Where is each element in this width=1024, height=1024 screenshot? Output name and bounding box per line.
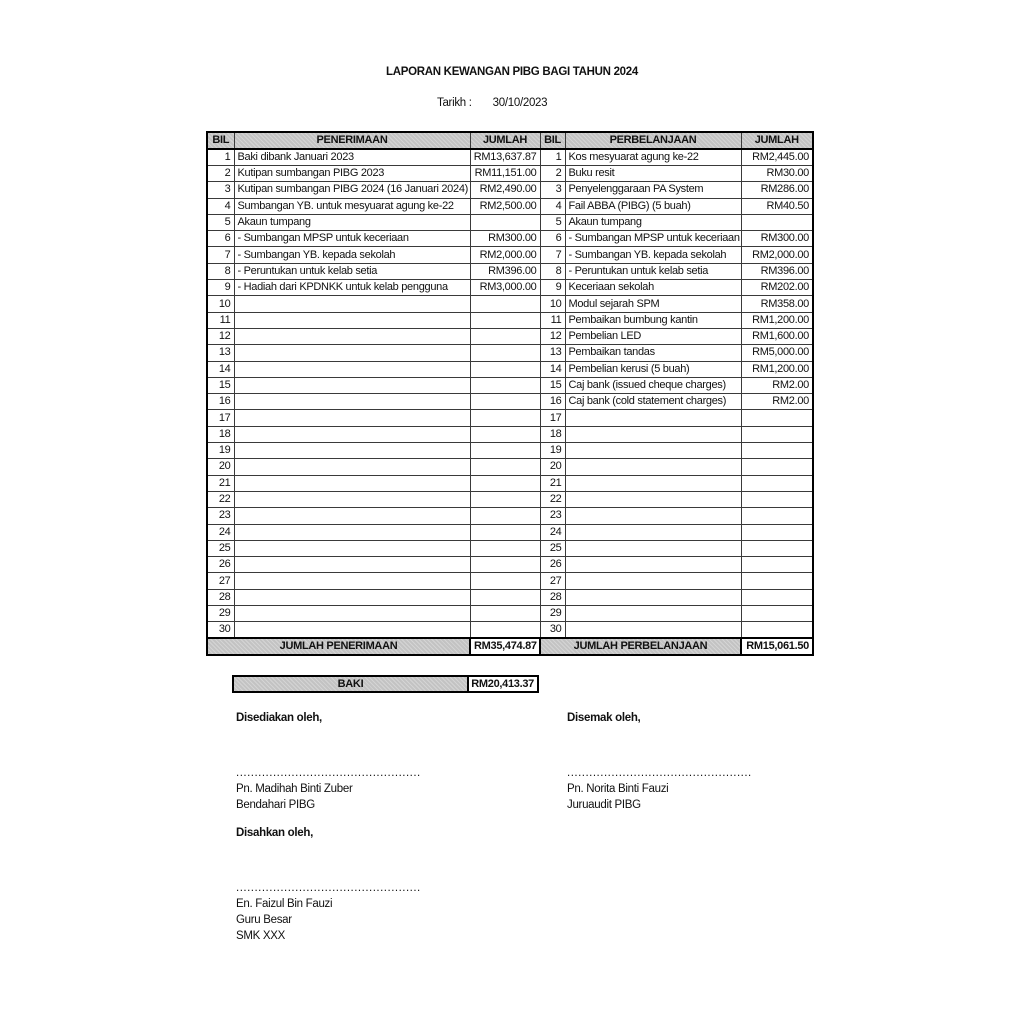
jumlah-left-cell: RM13,637.87 <box>470 149 540 166</box>
penerimaan-cell <box>234 573 470 589</box>
checked-heading: Disemak oleh, <box>567 712 641 724</box>
perbelanjaan-cell: - Sumbangan YB. kepada sekolah <box>565 247 741 263</box>
penerimaan-cell <box>234 540 470 556</box>
bil-left-cell: 3 <box>207 182 234 198</box>
bil-left-cell: 7 <box>207 247 234 263</box>
jumlah-left-cell <box>470 589 540 605</box>
header-perbelanjaan: PERBELANJAAN <box>565 132 741 149</box>
jumlah-left-cell <box>470 296 540 312</box>
jumlah-left-cell <box>470 475 540 491</box>
table-row <box>207 524 813 540</box>
jumlah-right-cell <box>741 589 813 605</box>
signature-prepared <box>236 710 506 813</box>
baki-row <box>232 675 539 693</box>
perbelanjaan-cell: - Peruntukan untuk kelab setia <box>565 263 741 279</box>
perbelanjaan-cell: Akaun tumpang <box>565 214 741 230</box>
bil-left-cell: 4 <box>207 198 234 214</box>
perbelanjaan-cell: Fail ABBA (PIBG) (5 buah) <box>565 198 741 214</box>
table-row <box>207 606 813 622</box>
jumlah-left-cell: RM3,000.00 <box>470 280 540 296</box>
penerimaan-cell <box>234 557 470 573</box>
bil-right-cell: 19 <box>540 443 565 459</box>
checked-name: Pn. Norita Binti Fauzi <box>567 783 669 795</box>
bil-left-cell: 14 <box>207 361 234 377</box>
table-row <box>207 182 813 198</box>
bil-right-cell: 22 <box>540 491 565 507</box>
jumlah-left-cell: RM396.00 <box>470 263 540 279</box>
jumlah-left-cell <box>470 426 540 442</box>
table-row <box>207 410 813 426</box>
table-row <box>207 312 813 328</box>
jumlah-left-cell: RM2,490.00 <box>470 182 540 198</box>
jumlah-left-cell <box>470 328 540 344</box>
table-row <box>207 426 813 442</box>
perbelanjaan-cell: Pembaikan tandas <box>565 345 741 361</box>
perbelanjaan-cell <box>565 491 741 507</box>
checked-signature-line: .................................................. <box>567 767 752 779</box>
bil-left-cell: 17 <box>207 410 234 426</box>
signature-checked <box>567 710 837 813</box>
jumlah-right-cell <box>741 426 813 442</box>
bil-left-cell: 9 <box>207 280 234 296</box>
jumlah-right-cell <box>741 524 813 540</box>
penerimaan-cell: Akaun tumpang <box>234 214 470 230</box>
prepared-name: Pn. Madihah Binti Zuber <box>236 783 353 795</box>
header-jumlah-right: JUMLAH <box>741 132 813 149</box>
table-row <box>207 296 813 312</box>
finance-table <box>206 131 814 656</box>
table-row <box>207 345 813 361</box>
header-bil-right: BIL <box>540 132 565 149</box>
perbelanjaan-cell: Modul sejarah SPM <box>565 296 741 312</box>
bil-right-cell: 25 <box>540 540 565 556</box>
prepared-signature-line: .................................................. <box>236 767 421 779</box>
bil-right-cell: 7 <box>540 247 565 263</box>
jumlah-right-cell: RM286.00 <box>741 182 813 198</box>
penerimaan-cell <box>234 296 470 312</box>
header-row <box>207 132 813 149</box>
perbelanjaan-cell <box>565 475 741 491</box>
perbelanjaan-cell <box>565 459 741 475</box>
penerimaan-cell: - Hadiah dari KPDNKK untuk kelab pengguna <box>234 280 470 296</box>
jumlah-left-cell <box>470 557 540 573</box>
bil-right-cell: 21 <box>540 475 565 491</box>
bil-right-cell: 12 <box>540 328 565 344</box>
bil-left-cell: 11 <box>207 312 234 328</box>
table-row <box>207 377 813 393</box>
bil-right-cell: 18 <box>540 426 565 442</box>
jumlah-right-cell <box>741 410 813 426</box>
perbelanjaan-cell <box>565 443 741 459</box>
date-label: Tarikh : <box>437 97 472 109</box>
table-row <box>207 394 813 410</box>
bil-left-cell: 30 <box>207 622 234 639</box>
penerimaan-cell: Sumbangan YB. untuk mesyuarat agung ke-22 <box>234 198 470 214</box>
table-row <box>207 540 813 556</box>
jumlah-right-cell: RM1,600.00 <box>741 328 813 344</box>
jumlah-left-cell <box>470 606 540 622</box>
perbelanjaan-cell: Pembelian LED <box>565 328 741 344</box>
bil-left-cell: 13 <box>207 345 234 361</box>
bil-right-cell: 29 <box>540 606 565 622</box>
perbelanjaan-cell <box>565 589 741 605</box>
bil-left-cell: 15 <box>207 377 234 393</box>
bil-right-cell: 27 <box>540 573 565 589</box>
jumlah-right-cell: RM2.00 <box>741 394 813 410</box>
bil-right-cell: 17 <box>540 410 565 426</box>
prepared-heading: Disediakan oleh, <box>236 712 322 724</box>
jumlah-left-cell <box>470 540 540 556</box>
bil-right-cell: 16 <box>540 394 565 410</box>
header-jumlah-left: JUMLAH <box>470 132 540 149</box>
total-penerimaan-label: JUMLAH PENERIMAAN <box>207 638 470 655</box>
bil-right-cell: 20 <box>540 459 565 475</box>
table-row <box>207 508 813 524</box>
bil-right-cell: 1 <box>540 149 565 166</box>
penerimaan-cell <box>234 443 470 459</box>
bil-left-cell: 24 <box>207 524 234 540</box>
table-row <box>207 328 813 344</box>
table-row <box>207 491 813 507</box>
table-row <box>207 475 813 491</box>
penerimaan-cell <box>234 606 470 622</box>
jumlah-left-cell: RM2,000.00 <box>470 247 540 263</box>
jumlah-right-cell <box>741 606 813 622</box>
bil-right-cell: 28 <box>540 589 565 605</box>
date-value: 30/10/2023 <box>492 97 548 109</box>
jumlah-right-cell: RM396.00 <box>741 263 813 279</box>
jumlah-left-cell <box>470 491 540 507</box>
table-row <box>207 149 813 166</box>
totals-row <box>207 638 813 655</box>
jumlah-left-cell: RM11,151.00 <box>470 166 540 182</box>
jumlah-right-cell <box>741 443 813 459</box>
penerimaan-cell <box>234 589 470 605</box>
table-row <box>207 443 813 459</box>
bil-left-cell: 2 <box>207 166 234 182</box>
perbelanjaan-cell <box>565 606 741 622</box>
jumlah-right-cell: RM202.00 <box>741 280 813 296</box>
prepared-role: Bendahari PIBG <box>236 799 315 811</box>
table-row <box>207 622 813 639</box>
penerimaan-cell: - Sumbangan MPSP untuk keceriaan <box>234 231 470 247</box>
bil-left-cell: 28 <box>207 589 234 605</box>
perbelanjaan-cell: Pembaikan bumbung kantin <box>565 312 741 328</box>
penerimaan-cell <box>234 328 470 344</box>
bil-left-cell: 20 <box>207 459 234 475</box>
penerimaan-cell <box>234 361 470 377</box>
jumlah-right-cell <box>741 214 813 230</box>
jumlah-right-cell <box>741 540 813 556</box>
penerimaan-cell <box>234 459 470 475</box>
bil-right-cell: 24 <box>540 524 565 540</box>
jumlah-right-cell <box>741 475 813 491</box>
perbelanjaan-cell <box>565 508 741 524</box>
jumlah-left-cell <box>470 345 540 361</box>
jumlah-left-cell <box>470 214 540 230</box>
jumlah-right-cell: RM2.00 <box>741 377 813 393</box>
bil-right-cell: 15 <box>540 377 565 393</box>
perbelanjaan-cell: - Sumbangan MPSP untuk keceriaan <box>565 231 741 247</box>
jumlah-right-cell <box>741 557 813 573</box>
bil-right-cell: 26 <box>540 557 565 573</box>
baki-label: BAKI <box>232 675 469 693</box>
jumlah-right-cell: RM1,200.00 <box>741 361 813 377</box>
bil-left-cell: 6 <box>207 231 234 247</box>
jumlah-right-cell: RM1,200.00 <box>741 312 813 328</box>
total-penerimaan-value: RM35,474.87 <box>470 638 540 655</box>
table-row <box>207 557 813 573</box>
bil-right-cell: 3 <box>540 182 565 198</box>
header-bil-left: BIL <box>207 132 234 149</box>
penerimaan-cell <box>234 377 470 393</box>
bil-right-cell: 10 <box>540 296 565 312</box>
bil-right-cell: 14 <box>540 361 565 377</box>
perbelanjaan-cell: Penyelenggaraan PA System <box>565 182 741 198</box>
jumlah-left-cell <box>470 361 540 377</box>
penerimaan-cell <box>234 491 470 507</box>
table-row <box>207 361 813 377</box>
bil-left-cell: 12 <box>207 328 234 344</box>
bil-right-cell: 4 <box>540 198 565 214</box>
penerimaan-cell <box>234 410 470 426</box>
table-row <box>207 231 813 247</box>
jumlah-right-cell <box>741 459 813 475</box>
bil-left-cell: 10 <box>207 296 234 312</box>
bil-right-cell: 2 <box>540 166 565 182</box>
perbelanjaan-cell <box>565 622 741 639</box>
penerimaan-cell: Baki dibank Januari 2023 <box>234 149 470 166</box>
table-row <box>207 247 813 263</box>
jumlah-left-cell <box>470 312 540 328</box>
bil-left-cell: 27 <box>207 573 234 589</box>
perbelanjaan-cell <box>565 410 741 426</box>
perbelanjaan-cell <box>565 524 741 540</box>
penerimaan-cell <box>234 622 470 639</box>
bil-left-cell: 19 <box>207 443 234 459</box>
bil-left-cell: 26 <box>207 557 234 573</box>
signature-approved <box>236 825 506 944</box>
jumlah-right-cell <box>741 573 813 589</box>
penerimaan-cell <box>234 524 470 540</box>
jumlah-right-cell: RM30.00 <box>741 166 813 182</box>
bil-right-cell: 30 <box>540 622 565 639</box>
total-perbelanjaan-label: JUMLAH PERBELANJAAN <box>540 638 741 655</box>
table-row <box>207 459 813 475</box>
perbelanjaan-cell: Buku resit <box>565 166 741 182</box>
table-row <box>207 214 813 230</box>
perbelanjaan-cell <box>565 573 741 589</box>
penerimaan-cell <box>234 426 470 442</box>
bil-left-cell: 16 <box>207 394 234 410</box>
perbelanjaan-cell: Caj bank (issued cheque charges) <box>565 377 741 393</box>
jumlah-right-cell: RM2,445.00 <box>741 149 813 166</box>
bil-right-cell: 8 <box>540 263 565 279</box>
jumlah-left-cell <box>470 410 540 426</box>
penerimaan-cell: - Sumbangan YB. kepada sekolah <box>234 247 470 263</box>
table-row <box>207 280 813 296</box>
jumlah-left-cell <box>470 377 540 393</box>
jumlah-left-cell <box>470 508 540 524</box>
penerimaan-cell: Kutipan sumbangan PIBG 2024 (16 Januari 2024) <box>234 182 470 198</box>
penerimaan-cell <box>234 312 470 328</box>
jumlah-right-cell: RM5,000.00 <box>741 345 813 361</box>
bil-left-cell: 1 <box>207 149 234 166</box>
penerimaan-cell <box>234 475 470 491</box>
total-perbelanjaan-value: RM15,061.50 <box>741 638 813 655</box>
perbelanjaan-cell: Kos mesyuarat agung ke-22 <box>565 149 741 166</box>
bil-left-cell: 25 <box>207 540 234 556</box>
bil-left-cell: 8 <box>207 263 234 279</box>
approved-heading: Disahkan oleh, <box>236 827 313 839</box>
jumlah-right-cell: RM300.00 <box>741 231 813 247</box>
checked-role: Juruaudit PIBG <box>567 799 641 811</box>
jumlah-left-cell: RM300.00 <box>470 231 540 247</box>
table-row <box>207 166 813 182</box>
bil-right-cell: 6 <box>540 231 565 247</box>
perbelanjaan-cell <box>565 540 741 556</box>
perbelanjaan-cell: Caj bank (cold statement charges) <box>565 394 741 410</box>
perbelanjaan-cell <box>565 557 741 573</box>
table-row <box>207 198 813 214</box>
approved-signature-line: .................................................. <box>236 882 421 894</box>
bil-right-cell: 5 <box>540 214 565 230</box>
bil-right-cell: 13 <box>540 345 565 361</box>
penerimaan-cell <box>234 394 470 410</box>
bil-left-cell: 18 <box>207 426 234 442</box>
table-row <box>207 573 813 589</box>
header-penerimaan: PENERIMAAN <box>234 132 470 149</box>
approved-name: En. Faizul Bin Fauzi <box>236 898 333 910</box>
jumlah-right-cell: RM358.00 <box>741 296 813 312</box>
baki-value: RM20,413.37 <box>469 675 539 693</box>
bil-left-cell: 5 <box>207 214 234 230</box>
jumlah-left-cell <box>470 459 540 475</box>
jumlah-right-cell <box>741 491 813 507</box>
penerimaan-cell: - Peruntukan untuk kelab setia <box>234 263 470 279</box>
penerimaan-cell <box>234 508 470 524</box>
approved-role: Guru Besar <box>236 914 292 926</box>
perbelanjaan-cell: Pembelian kerusi (5 buah) <box>565 361 741 377</box>
jumlah-left-cell <box>470 394 540 410</box>
jumlah-right-cell <box>741 508 813 524</box>
penerimaan-cell <box>234 345 470 361</box>
table-row <box>207 589 813 605</box>
penerimaan-cell: Kutipan sumbangan PIBG 2023 <box>234 166 470 182</box>
bil-left-cell: 29 <box>207 606 234 622</box>
jumlah-left-cell <box>470 443 540 459</box>
bil-left-cell: 22 <box>207 491 234 507</box>
approved-org: SMK XXX <box>236 930 286 942</box>
bil-right-cell: 11 <box>540 312 565 328</box>
table-row <box>207 263 813 279</box>
page-title: LAPORAN KEWANGAN PIBG BAGI TAHUN 2024 <box>386 66 638 78</box>
jumlah-right-cell: RM40.50 <box>741 198 813 214</box>
jumlah-left-cell <box>470 622 540 639</box>
jumlah-right-cell <box>741 622 813 639</box>
perbelanjaan-cell: Keceriaan sekolah <box>565 280 741 296</box>
bil-right-cell: 23 <box>540 508 565 524</box>
jumlah-left-cell <box>470 524 540 540</box>
jumlah-right-cell: RM2,000.00 <box>741 247 813 263</box>
bil-left-cell: 23 <box>207 508 234 524</box>
perbelanjaan-cell <box>565 426 741 442</box>
jumlah-left-cell <box>470 573 540 589</box>
bil-left-cell: 21 <box>207 475 234 491</box>
report-date <box>437 97 547 109</box>
jumlah-left-cell: RM2,500.00 <box>470 198 540 214</box>
bil-right-cell: 9 <box>540 280 565 296</box>
